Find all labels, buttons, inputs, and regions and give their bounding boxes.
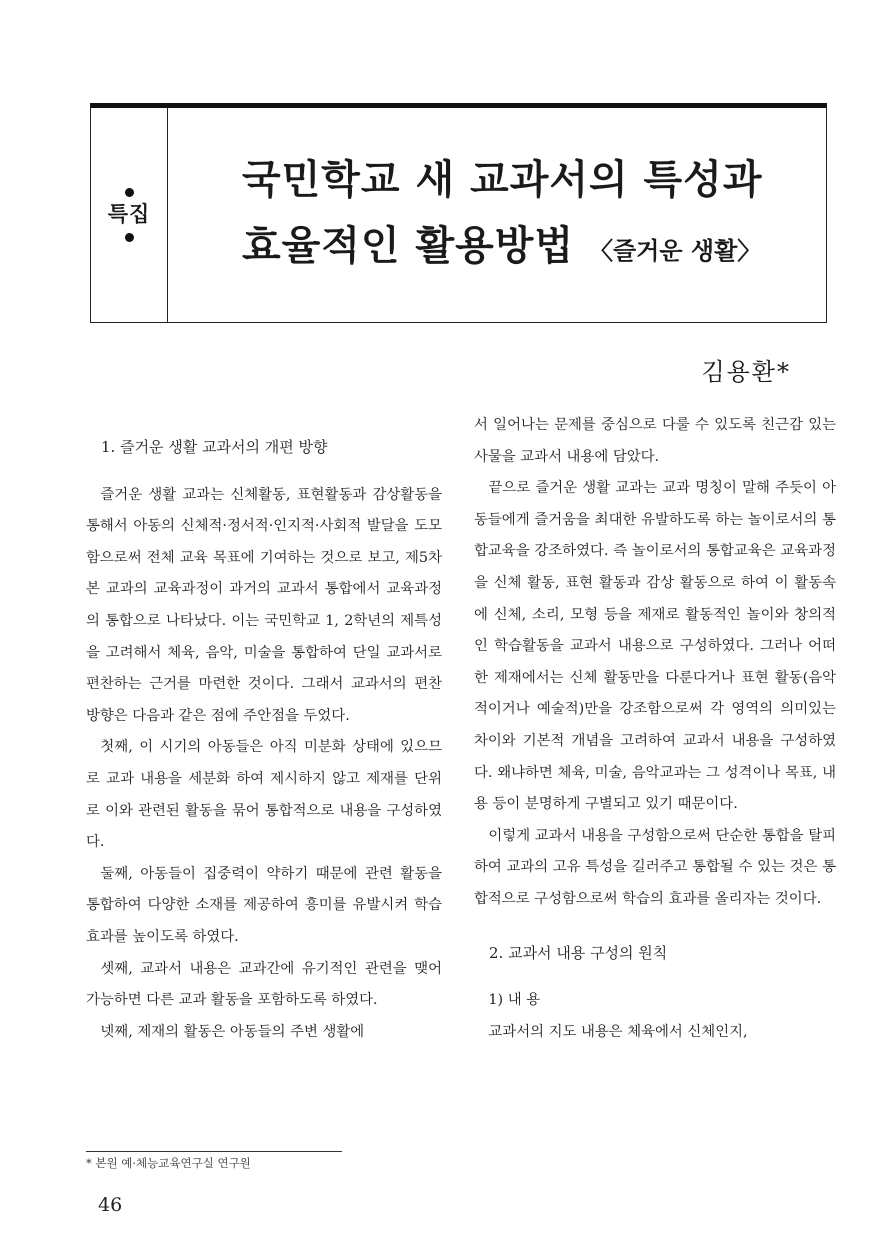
paragraph: 둘째, 아동들이 집중력이 약하기 때문에 관련 활동을 통합하여 다양한 소재를 제공하여 흥미를 유발시켜 학습효과를 높이도록 하였다. bbox=[86, 865, 442, 945]
section-2-heading: 2. 교과서 내용 구성의 원칙 bbox=[489, 943, 668, 962]
title-line-2 bbox=[242, 213, 761, 284]
paragraph: 셋째, 교과서 내용은 교과간에 유기적인 관련을 맺어 가능하면 다른 교과 활동을 포함하도록 하였다. bbox=[86, 960, 442, 1009]
paragraph: 교과서의 지도 내용은 체육에서 신체인지, bbox=[488, 1023, 748, 1040]
paragraph: 즐거운 생활 교과는 신체활동, 표현활동과 감상활동을 통해서 아동의 신체적·정서적·인지적·사회적 발달을 도모함으로써 전체 교육 목표에 기여하는 것으로 보고, 제5차 본 교과의 교육과정이 과거의 교과서 통합에서 교육과정의 통합으로 나타났다. 이는 국민학교 1, 2학년의 제특성을 고려해서 체육, 음악, 미술을 통합하여 단일 교과서로 편찬하는 근거를 마련한 것이다. 그래서 교과서의 편찬 방향은 다음과 같은 점에 주안점을 두었다. bbox=[86, 486, 442, 724]
paragraph-continued: 서 일어나는 문제를 중심으로 다룰 수 있도록 친근감 있는 사물을 교과서 내용에 담았다. bbox=[474, 417, 836, 465]
title-line-1: 국민학교 새 교과서의 특성과 bbox=[242, 155, 763, 203]
bullet-dot-icon bbox=[125, 233, 134, 242]
paragraph: 넷째, 제재의 활동은 아동들의 주변 생활에 bbox=[100, 1023, 365, 1040]
feature-tag-label: 특집 bbox=[107, 202, 151, 227]
author-name: 김용환* bbox=[701, 358, 791, 386]
paragraph: 이렇게 교과서 내용을 구성함으로써 단순한 통합을 탈피하여 교과의 고유 특성을 길러주고 통합될 수 있는 것은 통합적으로 구성함으로써 학습의 효과를 올리자는 것이다. bbox=[474, 827, 836, 907]
footnote: * 본원 예·체능교육연구실 연구원 bbox=[86, 1156, 251, 1170]
paragraph: 끝으로 즐거운 생활 교과는 교과 명칭이 말해 주듯이 아동들에게 즐거움을 최대한 유발하도록 하는 놀이로서의 통합교육을 강조하였다. 즉 놀이로서의 통합교육은 교육과정을 신체 활동, 표현 활동과 감상 활동으로 하여 이 활동속에 신체, 소리, 모형 등을 제재로 활동적인 놀이와 창의적인 학습활동을 교과서 내용으로 구성하였다. 그러나 어떠한 제재에서는 신체 활동만을 다룬다거나 표현 활동(음악적이거나 예술적)만을 강조함으로써 각 영역의 의미있는 차이와 기본적 개념을 고려하여 교과서 내용을 구성하였다. 왜냐하면 체육, 미술, 음악교과는 그 성격이나 목표, 내용 등이 분명하게 구별되고 있기 때문이다. bbox=[474, 480, 836, 813]
right-column bbox=[474, 410, 836, 1048]
article-title bbox=[168, 108, 826, 322]
section-1-heading: 1. 즐거운 생활 교과서의 개편 방향 bbox=[101, 438, 328, 456]
subsection-heading: 1) 내 용 bbox=[488, 992, 541, 1009]
footnote-divider bbox=[86, 1151, 342, 1152]
feature-title-box bbox=[90, 103, 827, 323]
feature-tag bbox=[91, 108, 167, 322]
paragraph: 첫째, 이 시기의 아동들은 아직 미분화 상태에 있으므로 교과 내용을 세분화 하여 제시하지 않고 제재를 단위로 이와 관련된 활동을 묶어 통합적으로 내용을 구성하였다. bbox=[86, 739, 442, 851]
title-subject: 〈즐거운 생활〉 bbox=[588, 235, 762, 265]
title-line-2-main: 효율적인 활용방법 bbox=[242, 221, 575, 269]
page-number: 46 bbox=[98, 1194, 123, 1216]
left-column bbox=[86, 410, 442, 1048]
bullet-dot-icon bbox=[125, 188, 134, 197]
